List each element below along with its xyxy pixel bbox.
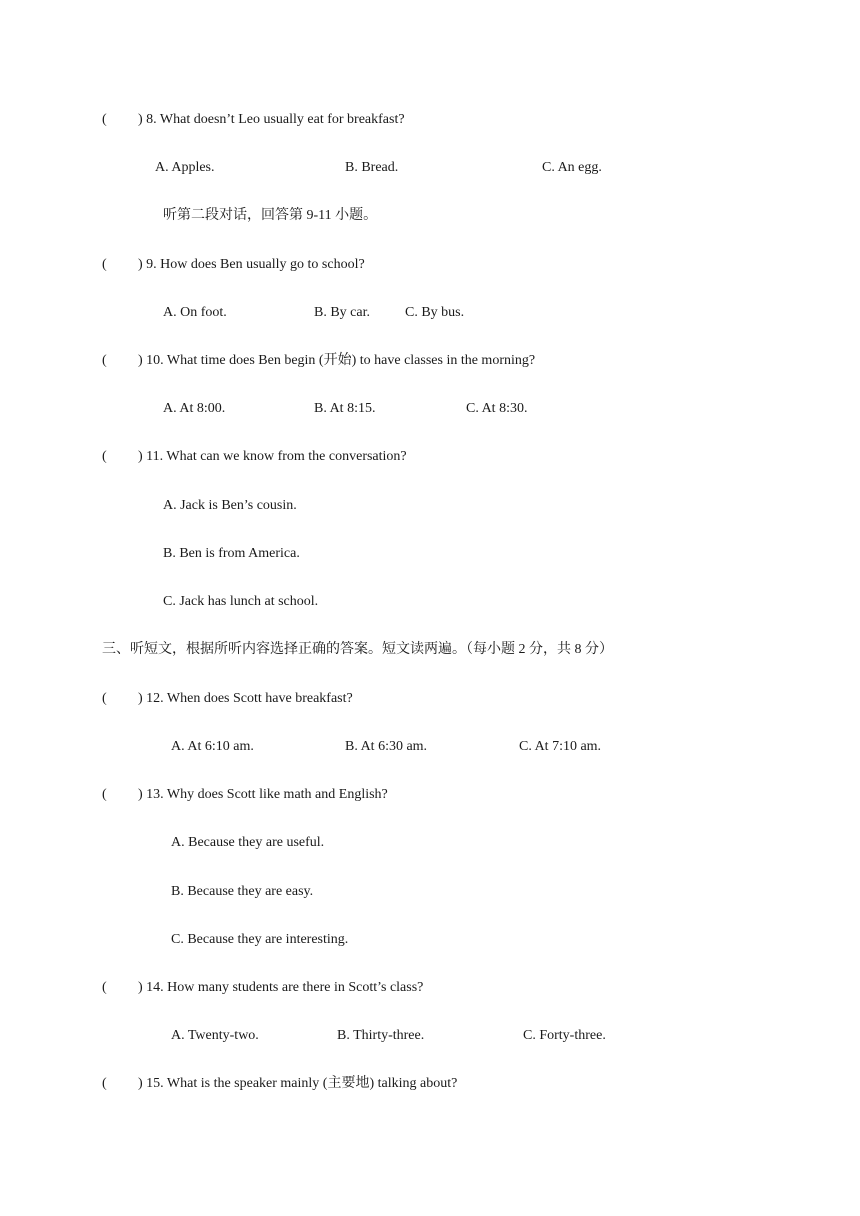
option-b: B. Because they are easy.	[171, 884, 314, 899]
option-c: C. An egg.	[542, 160, 602, 175]
option-c: C. By bus.	[405, 305, 465, 320]
question-text: ) 9. How does Ben usually go to school?	[138, 257, 365, 272]
answer-blank-open: (	[102, 691, 107, 706]
option-b: B. By car.	[314, 305, 370, 320]
answer-blank-open: (	[102, 980, 107, 995]
option-c: C. Jack has lunch at school.	[163, 594, 319, 609]
option-c: C. Because they are interesting.	[171, 932, 349, 947]
option-a: A. Because they are useful.	[171, 835, 325, 850]
option-b: B. At 6:30 am.	[345, 739, 428, 754]
question-text: ) 12. When does Scott have breakfast?	[138, 691, 353, 706]
option-b: B. At 8:15.	[314, 401, 376, 416]
option-c: C. Forty-three.	[523, 1028, 606, 1043]
question-text: ) 8. What doesn’t Leo usually eat for breakfast?	[138, 112, 405, 127]
option-a: A. At 6:10 am.	[171, 739, 254, 754]
option-c: C. At 8:30.	[466, 401, 528, 416]
option-a: A. On foot.	[163, 305, 227, 320]
answer-blank-open: (	[102, 1076, 107, 1091]
option-a: A. At 8:00.	[163, 401, 226, 416]
question-text: ) 15. What is the speaker mainly (主要地) talking about?	[138, 1076, 458, 1091]
question-text: ) 14. How many students are there in Scott’s class?	[138, 980, 424, 995]
section-3-heading: 三、听短文，根据所听内容选择正确的答案。短文读两遍。（每小题 2 分，共 8 分）	[102, 642, 613, 657]
option-c: C. At 7:10 am.	[519, 739, 602, 754]
question-text: ) 11. What can we know from the conversation?	[138, 449, 407, 464]
answer-blank-open: (	[102, 112, 107, 127]
option-a: A. Jack is Ben’s cousin.	[163, 498, 297, 513]
answer-blank-open: (	[102, 353, 107, 368]
question-text: ) 13. Why does Scott like math and English?	[138, 787, 388, 802]
dialogue-2-instruction: 听第二段对话，回答第 9-11 小题。	[163, 208, 378, 223]
answer-blank-open: (	[102, 449, 107, 464]
option-b: B. Thirty-three.	[337, 1028, 425, 1043]
answer-blank-open: (	[102, 787, 107, 802]
answer-blank-open: (	[102, 257, 107, 272]
option-a: A. Twenty-two.	[171, 1028, 259, 1043]
option-b: B. Bread.	[345, 160, 399, 175]
option-b: B. Ben is from America.	[163, 546, 300, 561]
option-a: A. Apples.	[155, 160, 215, 175]
question-text: ) 10. What time does Ben begin (开始) to have classes in the morning?	[138, 353, 536, 368]
